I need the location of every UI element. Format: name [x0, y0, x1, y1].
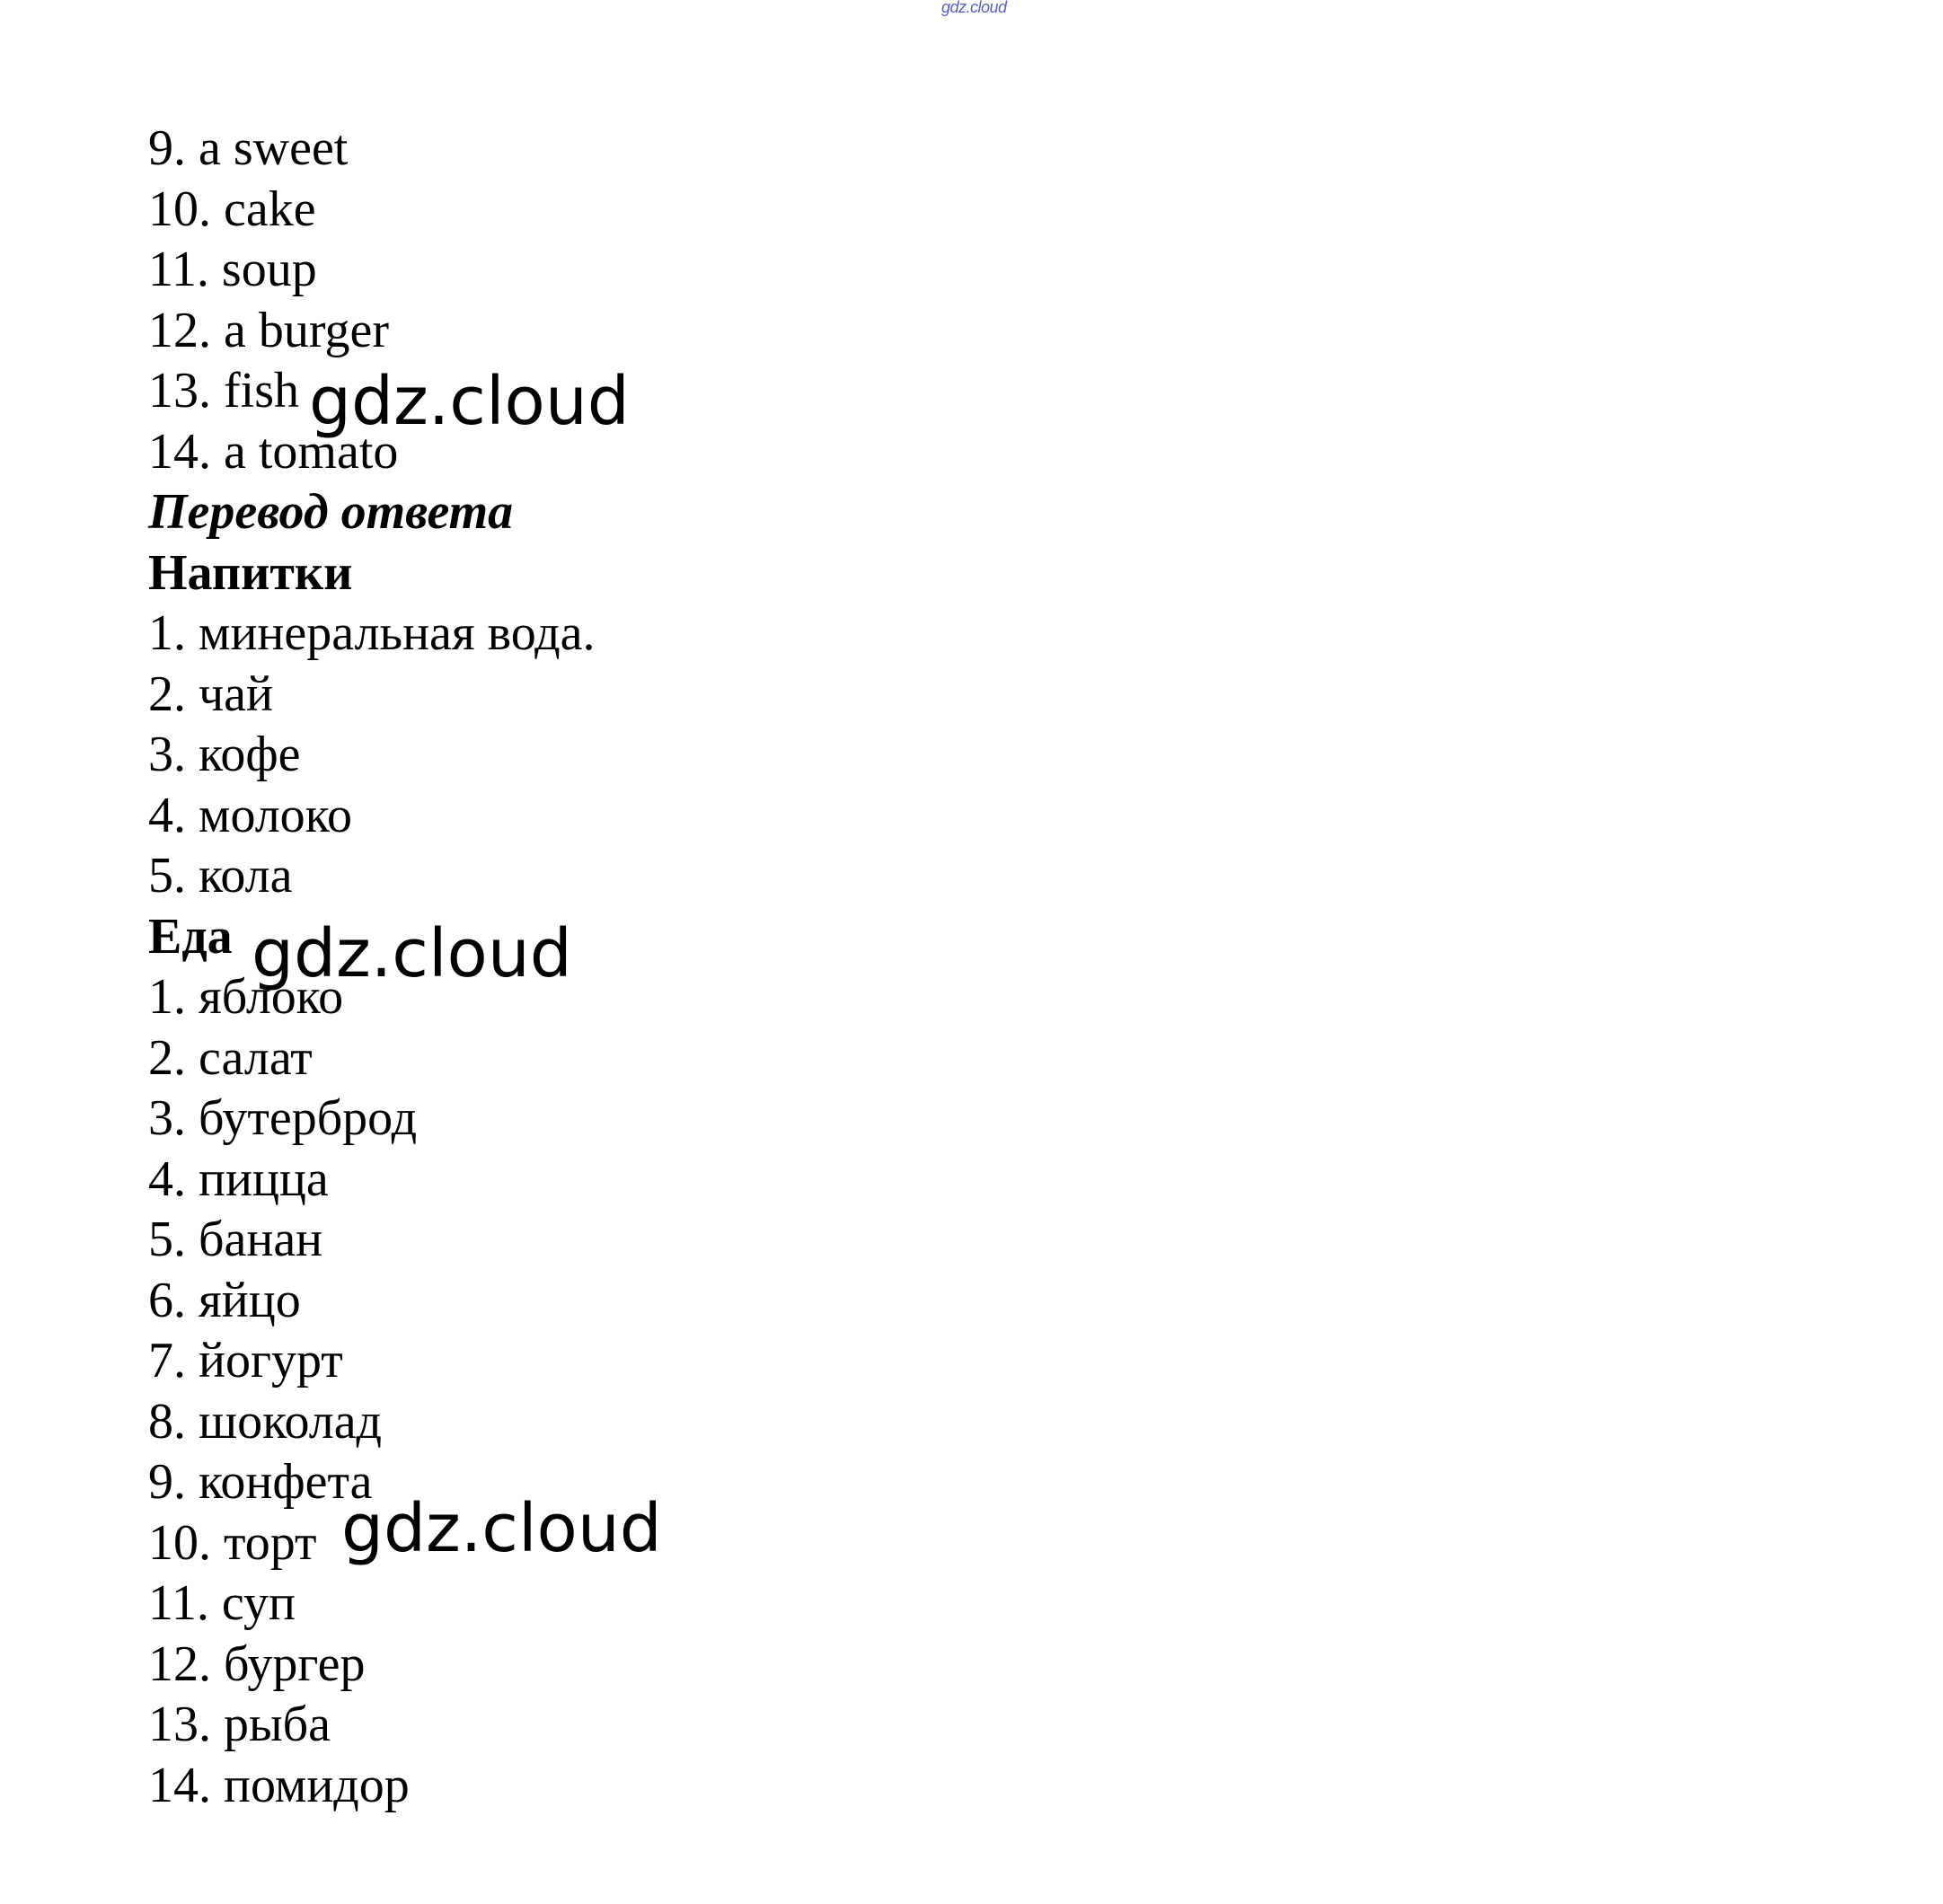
drinks-heading: Напитки [148, 544, 353, 601]
list-item: 9. конфета [148, 1454, 373, 1510]
list-item: 11. суп [148, 1575, 296, 1631]
watermark-text: gdz.cloud [341, 1490, 662, 1567]
list-item: 3. кофе [148, 727, 301, 782]
list-item: 5. кола [148, 848, 293, 904]
list-item: 7. йогурт [148, 1333, 343, 1388]
watermark-text: gdz.cloud [252, 915, 572, 992]
list-item: 4. пицца [148, 1150, 329, 1207]
list-item: 8. шоколад [148, 1393, 383, 1450]
header-watermark: gdz.cloud [941, 0, 1007, 16]
list-item: 1. минеральная вода. [148, 605, 596, 661]
translation-heading: Перевод ответа [148, 484, 514, 540]
list-item: 4. молоко [148, 787, 353, 843]
list-item: 6. яйцо [148, 1272, 301, 1328]
list-item: 2. чай [148, 666, 273, 722]
list-item: 10. торт [148, 1514, 317, 1571]
list-item: 13. рыба [148, 1697, 331, 1752]
list-item: 1. яблоко [148, 969, 344, 1025]
list-item: 14. a tomato [148, 423, 399, 480]
list-item: 3. бутерброд [148, 1090, 418, 1146]
list-item: 12. бургер [148, 1635, 366, 1692]
list-item: 11. soup [148, 242, 317, 297]
list-item: 12. a burger [148, 302, 389, 358]
list-item: 13. fish [148, 363, 299, 419]
list-item: 5. банан [148, 1212, 323, 1267]
list-item: 9. a sweet [148, 120, 349, 176]
food-heading: Еда [148, 908, 233, 965]
list-item: 14. помидор [148, 1757, 410, 1813]
list-item: 10. cake [148, 181, 316, 237]
watermark-text: gdz.cloud [309, 363, 630, 440]
list-item: 2. салат [148, 1029, 313, 1086]
